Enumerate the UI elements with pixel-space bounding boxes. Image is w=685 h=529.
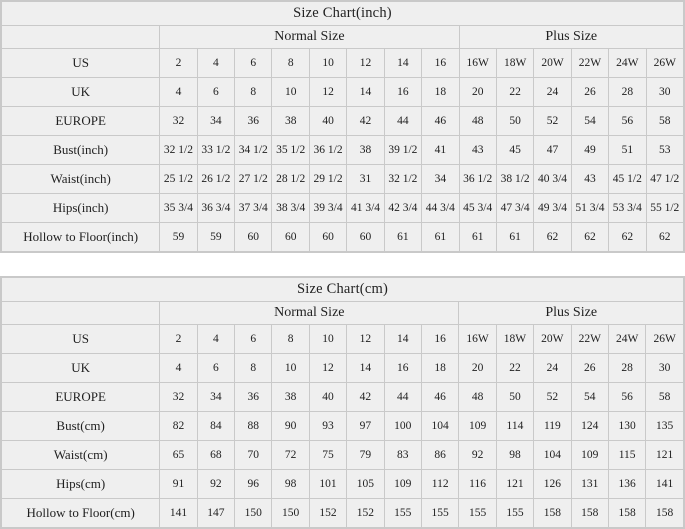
- table-row: [2, 107, 684, 136]
- cell: 62: [646, 223, 683, 252]
- cell: 61: [496, 223, 533, 252]
- table-row: [2, 412, 684, 441]
- cell: 90: [272, 412, 309, 441]
- cell: 16: [384, 78, 421, 107]
- row-label: UK: [2, 354, 160, 383]
- cell: 22W: [571, 325, 608, 354]
- cell: 39 1/2: [384, 136, 421, 165]
- table-row: [2, 499, 684, 528]
- cell: 4: [160, 354, 197, 383]
- cell: 10: [309, 325, 346, 354]
- size-chart-cm: [0, 276, 685, 529]
- cell: 79: [347, 441, 384, 470]
- cell: 27 1/2: [235, 165, 272, 194]
- cell: 93: [309, 412, 346, 441]
- cell: 30: [646, 354, 684, 383]
- cell: 24: [534, 354, 571, 383]
- cell: 155: [421, 499, 458, 528]
- cell: 53: [646, 136, 683, 165]
- cell: 58: [646, 107, 683, 136]
- cell: 6: [235, 49, 272, 78]
- cell: 18: [421, 354, 458, 383]
- cell: 60: [309, 223, 346, 252]
- cell: 36 1/2: [309, 136, 346, 165]
- table-row: [2, 470, 684, 499]
- cell: 124: [571, 412, 608, 441]
- cell: 75: [309, 441, 346, 470]
- cell: 46: [422, 107, 459, 136]
- cell: 18: [422, 78, 459, 107]
- cell: 65: [160, 441, 197, 470]
- cell: 32 1/2: [160, 136, 197, 165]
- row-label: UK: [2, 78, 160, 107]
- cell: 116: [459, 470, 496, 499]
- cell: 41 3/4: [347, 194, 384, 223]
- cell: 37 3/4: [235, 194, 272, 223]
- cell: 112: [421, 470, 458, 499]
- cell: 91: [160, 470, 197, 499]
- cell: 26 1/2: [197, 165, 234, 194]
- cell: 100: [384, 412, 421, 441]
- cell: 61: [459, 223, 496, 252]
- cell: 22W: [571, 49, 608, 78]
- cell: 54: [571, 383, 608, 412]
- row-label: Hollow to Floor(cm): [2, 499, 160, 528]
- cell: 44: [384, 107, 421, 136]
- cell: 12: [347, 325, 384, 354]
- cell: 98: [272, 470, 309, 499]
- cell: 40: [309, 107, 346, 136]
- cell: 6: [235, 325, 272, 354]
- cell: 114: [496, 412, 533, 441]
- row-label: Hollow to Floor(inch): [2, 223, 160, 252]
- cell: 135: [646, 412, 684, 441]
- cell: 10: [272, 354, 309, 383]
- cell: 62: [609, 223, 646, 252]
- row-label: EUROPE: [2, 107, 160, 136]
- row-label: Bust(inch): [2, 136, 160, 165]
- cell: 53 3/4: [609, 194, 646, 223]
- table-row: [2, 354, 684, 383]
- cell: 22: [496, 354, 533, 383]
- cell: 18W: [496, 49, 533, 78]
- cell: 119: [534, 412, 571, 441]
- row-label: EUROPE: [2, 383, 160, 412]
- group-header-plus-size: Plus Size: [459, 302, 684, 325]
- chart-title: Size Chart(inch): [2, 2, 684, 26]
- cell: 38 1/2: [496, 165, 533, 194]
- table-row: [2, 441, 684, 470]
- cell: 36 3/4: [197, 194, 234, 223]
- cell: 158: [534, 499, 571, 528]
- table-row: [2, 165, 684, 194]
- cell: 38: [272, 107, 309, 136]
- cell: 45 1/2: [609, 165, 646, 194]
- group-header-blank: [2, 26, 160, 49]
- cell: 155: [459, 499, 496, 528]
- cell: 61: [384, 223, 421, 252]
- cell: 147: [197, 499, 234, 528]
- cell: 121: [496, 470, 533, 499]
- cell: 34: [197, 107, 234, 136]
- row-label: US: [2, 325, 160, 354]
- cell: 56: [608, 383, 645, 412]
- cell: 39 3/4: [309, 194, 346, 223]
- table-row: [2, 194, 684, 223]
- cell: 30: [646, 78, 683, 107]
- group-header-plus-size: Plus Size: [459, 26, 683, 49]
- row-label: Waist(inch): [2, 165, 160, 194]
- cell: 150: [272, 499, 309, 528]
- cell: 16W: [459, 325, 496, 354]
- cell: 22: [496, 78, 533, 107]
- cell: 36 1/2: [459, 165, 496, 194]
- cell: 29 1/2: [309, 165, 346, 194]
- cell: 86: [421, 441, 458, 470]
- chart-title: Size Chart(cm): [2, 278, 684, 302]
- cell: 72: [272, 441, 309, 470]
- table-row-groups: [2, 302, 684, 325]
- group-header-normal-size: Normal Size: [160, 302, 459, 325]
- cell: 10: [272, 78, 309, 107]
- cell: 158: [571, 499, 608, 528]
- cell: 24: [534, 78, 571, 107]
- cell: 40: [309, 383, 346, 412]
- size-chart-inch: [0, 0, 685, 253]
- cell: 130: [608, 412, 645, 441]
- cell: 109: [384, 470, 421, 499]
- cell: 33 1/2: [197, 136, 234, 165]
- cell: 38: [272, 383, 309, 412]
- cell: 155: [496, 499, 533, 528]
- cell: 43: [459, 136, 496, 165]
- cell: 32: [160, 107, 197, 136]
- table-row: [2, 49, 684, 78]
- cell: 40 3/4: [534, 165, 571, 194]
- cell: 109: [459, 412, 496, 441]
- cell: 18W: [496, 325, 533, 354]
- cell: 28: [608, 354, 645, 383]
- row-label: US: [2, 49, 160, 78]
- table-row: [2, 325, 684, 354]
- table-row-title: [2, 278, 684, 302]
- cell: 46: [421, 383, 458, 412]
- cell: 12: [347, 49, 384, 78]
- cell: 62: [571, 223, 608, 252]
- cell: 35 3/4: [160, 194, 197, 223]
- cell: 88: [235, 412, 272, 441]
- cell: 16: [421, 325, 458, 354]
- row-label: Bust(cm): [2, 412, 160, 441]
- cell: 105: [347, 470, 384, 499]
- cell: 115: [608, 441, 645, 470]
- cell: 55 1/2: [646, 194, 683, 223]
- cell: 48: [459, 107, 496, 136]
- cell: 28 1/2: [272, 165, 309, 194]
- cell: 8: [235, 354, 272, 383]
- cell: 47 3/4: [496, 194, 533, 223]
- cell: 20W: [534, 49, 571, 78]
- table-row-title: [2, 2, 684, 26]
- cell: 54: [571, 107, 608, 136]
- cell: 50: [496, 383, 533, 412]
- cell: 83: [384, 441, 421, 470]
- size-chart-inch-table: [1, 1, 684, 252]
- cell: 38: [347, 136, 384, 165]
- cell: 98: [496, 441, 533, 470]
- cell: 12: [309, 78, 346, 107]
- cell: 34: [422, 165, 459, 194]
- cell: 6: [197, 78, 234, 107]
- cell: 43: [571, 165, 608, 194]
- cell: 42: [347, 383, 384, 412]
- cell: 158: [608, 499, 645, 528]
- cell: 24W: [608, 325, 645, 354]
- cell: 155: [384, 499, 421, 528]
- cell: 48: [459, 383, 496, 412]
- cell: 141: [160, 499, 197, 528]
- cell: 4: [197, 49, 234, 78]
- cell: 61: [422, 223, 459, 252]
- cell: 152: [309, 499, 346, 528]
- cell: 52: [534, 107, 571, 136]
- cell: 96: [235, 470, 272, 499]
- cell: 14: [347, 354, 384, 383]
- cell: 16: [422, 49, 459, 78]
- cell: 12: [309, 354, 346, 383]
- cell: 38 3/4: [272, 194, 309, 223]
- row-label: Waist(cm): [2, 441, 160, 470]
- cell: 25 1/2: [160, 165, 197, 194]
- cell: 62: [534, 223, 571, 252]
- cell: 34 1/2: [235, 136, 272, 165]
- cell: 16W: [459, 49, 496, 78]
- cell: 10: [309, 49, 346, 78]
- cell: 2: [160, 49, 197, 78]
- cell: 59: [197, 223, 234, 252]
- cell: 101: [309, 470, 346, 499]
- cell: 26W: [646, 325, 684, 354]
- cell: 50: [496, 107, 533, 136]
- cell: 26: [571, 354, 608, 383]
- cell: 14: [384, 49, 421, 78]
- cell: 52: [534, 383, 571, 412]
- table-row-groups: [2, 26, 684, 49]
- cell: 109: [571, 441, 608, 470]
- cell: 41: [422, 136, 459, 165]
- cell: 45 3/4: [459, 194, 496, 223]
- cell: 84: [197, 412, 234, 441]
- cell: 49: [571, 136, 608, 165]
- cell: 16: [384, 354, 421, 383]
- cell: 104: [534, 441, 571, 470]
- cell: 28: [609, 78, 646, 107]
- cell: 14: [347, 78, 384, 107]
- row-label: Hips(inch): [2, 194, 160, 223]
- cell: 26W: [646, 49, 683, 78]
- cell: 42 3/4: [384, 194, 421, 223]
- cell: 8: [235, 78, 272, 107]
- cell: 152: [347, 499, 384, 528]
- cell: 51: [609, 136, 646, 165]
- table-row: [2, 383, 684, 412]
- cell: 141: [646, 470, 684, 499]
- cell: 36: [235, 107, 272, 136]
- cell: 104: [421, 412, 458, 441]
- cell: 32 1/2: [384, 165, 421, 194]
- cell: 97: [347, 412, 384, 441]
- group-header-blank: [2, 302, 160, 325]
- size-chart-cm-table: [1, 277, 684, 528]
- cell: 20: [459, 354, 496, 383]
- cell: 121: [646, 441, 684, 470]
- cell: 4: [197, 325, 234, 354]
- cell: 2: [160, 325, 197, 354]
- cell: 82: [160, 412, 197, 441]
- cell: 60: [235, 223, 272, 252]
- cell: 47: [534, 136, 571, 165]
- cell: 70: [235, 441, 272, 470]
- cell: 60: [272, 223, 309, 252]
- cell: 68: [197, 441, 234, 470]
- cell: 60: [347, 223, 384, 252]
- cell: 20: [459, 78, 496, 107]
- row-label: Hips(cm): [2, 470, 160, 499]
- cell: 56: [609, 107, 646, 136]
- cell: 45: [496, 136, 533, 165]
- table-row: [2, 78, 684, 107]
- cell: 8: [272, 325, 309, 354]
- cell: 36: [235, 383, 272, 412]
- cell: 6: [197, 354, 234, 383]
- cell: 4: [160, 78, 197, 107]
- cell: 14: [384, 325, 421, 354]
- cell: 131: [571, 470, 608, 499]
- cell: 92: [459, 441, 496, 470]
- cell: 26: [571, 78, 608, 107]
- cell: 47 1/2: [646, 165, 683, 194]
- cell: 8: [272, 49, 309, 78]
- cell: 49 3/4: [534, 194, 571, 223]
- cell: 92: [197, 470, 234, 499]
- cell: 24W: [609, 49, 646, 78]
- group-header-normal-size: Normal Size: [160, 26, 459, 49]
- cell: 150: [235, 499, 272, 528]
- cell: 32: [160, 383, 197, 412]
- cell: 44: [384, 383, 421, 412]
- cell: 158: [646, 499, 684, 528]
- table-row: [2, 223, 684, 252]
- cell: 35 1/2: [272, 136, 309, 165]
- cell: 20W: [534, 325, 571, 354]
- cell: 59: [160, 223, 197, 252]
- cell: 126: [534, 470, 571, 499]
- cell: 34: [197, 383, 234, 412]
- cell: 44 3/4: [422, 194, 459, 223]
- cell: 51 3/4: [571, 194, 608, 223]
- cell: 58: [646, 383, 684, 412]
- cell: 136: [608, 470, 645, 499]
- cell: 42: [347, 107, 384, 136]
- table-row: [2, 136, 684, 165]
- cell: 31: [347, 165, 384, 194]
